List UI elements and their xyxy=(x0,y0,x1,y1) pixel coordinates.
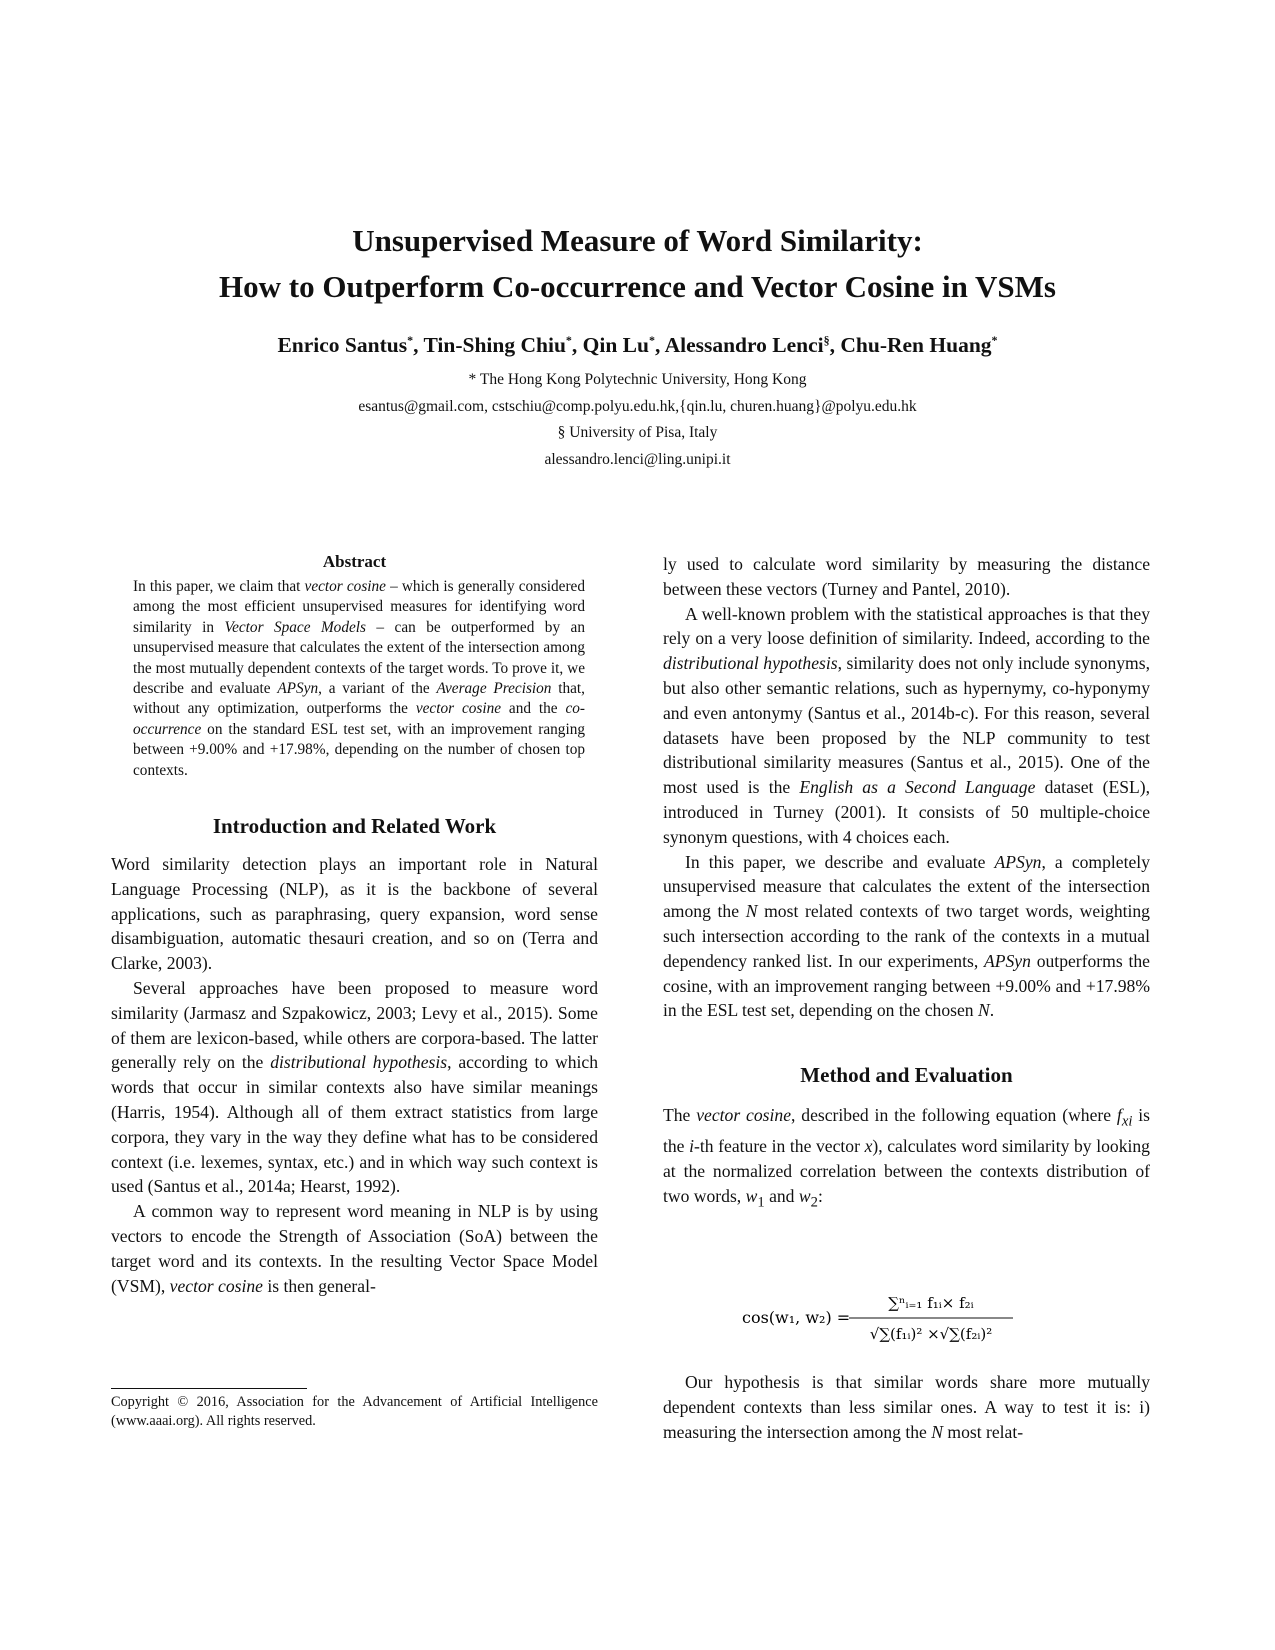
email-line: esantus@gmail.com, cstschiu@comp.polyu.edu.hk,{qin.lu, churen.huang}@polyu.edu.hk xyxy=(358,397,917,415)
affiliation-line: * The Hong Kong Polytechnic University, Hong Kong xyxy=(468,371,807,388)
author-sep: , xyxy=(654,333,665,358)
equation-numerator: ∑ⁿᵢ₌₁ f₁ᵢ× f₂ᵢ xyxy=(888,1294,974,1312)
copyright-footnote: Copyright © 2016, Association for the Advancement of Artificial Intelligence (www.aaai.org). All rights reserved. xyxy=(111,1394,598,1429)
author-name: Enrico Santus xyxy=(277,333,408,358)
abstract-heading: Abstract xyxy=(322,552,387,571)
author-mark: * xyxy=(648,333,655,347)
author-name: Tin-Shing Chiu xyxy=(423,333,566,358)
affiliation-line: § University of Pisa, Italy xyxy=(557,424,718,441)
author-mark: * xyxy=(407,333,414,347)
equation-denominator: √∑(f₁ᵢ)² ×√∑(f₂ᵢ)² xyxy=(869,1325,993,1343)
paragraph: Word similarity detection plays an important role in Natural Language Processing (NLP), as it is the backbone of several applications, such as paraphrasing, query expansion, word sense disambiguation, automatic thesauri creation, and so on (Terra and Clarke, 2003). xyxy=(111,854,598,974)
author-sep: , xyxy=(829,333,841,358)
abstract-text: In this paper, we claim that vector cosine – which is generally considered among the most efficient unsupervised measures for identifying word similarity in Vector Space Models – can be outperformed by an unsupervised measure that calculates the extent of the intersection among the most mutually dependent contexts of the target words. To prove it, we describe and evaluate APSyn, a variant of the Average Precision that, without any optimization, outperforms the vector cosine and the co-occurrence on the standard ESL test set, with an improvement ranging between +9.00% and +17.98%, depending on the number of chosen top contexts. xyxy=(133,578,585,779)
paragraph: A common way to represent word meaning in NLP is by using vectors to encode the Strength of Association (SoA) between the target word and its contexts. In the resulting Vector Space Model (VSM), vector cosine is then general- xyxy=(111,1201,598,1296)
equation-graphic xyxy=(663,1285,1150,1349)
paragraph: ly used to calculate word similarity by measuring the distance between these vectors (Turney and Pantel, 2010). xyxy=(663,554,1150,599)
author-name: Alessandro Lenci xyxy=(664,333,824,358)
footnote-rule xyxy=(111,1388,307,1389)
author-list xyxy=(0,333,1275,358)
hypothesis-paragraph xyxy=(663,1370,1150,1444)
title-line-2: How to Outperform Co-occurrence and Vector Cosine in VSMs xyxy=(219,269,1056,304)
author-name: Chu-Ren Huang xyxy=(840,333,992,358)
method-paragraph xyxy=(663,1103,1150,1215)
title-line-1: Unsupervised Measure of Word Similarity: xyxy=(352,223,923,258)
right-column-body xyxy=(663,552,1150,1023)
paper-title xyxy=(0,218,1275,310)
author-mark: § xyxy=(823,333,830,347)
paragraph: In this paper, we describe and evaluate APSyn, a completely unsupervised measure that calculates the extent of the intersection among the N most related contexts of two target words, weighting such intersection according to the rank of the contexts in a mutual dependency ranked list. In our experiments, APSyn outperforms the cosine, with an improvement ranging between +9.00% and +17.98% in the ESL test set, depending on the chosen N. xyxy=(663,851,1150,1021)
paragraph: Our hypothesis is that similar words share more mutually dependent contexts than less similar ones. A way to test it is: i) measuring the intersection among the N most relat- xyxy=(663,1372,1150,1442)
author-mark: * xyxy=(565,333,572,347)
author-sep: , xyxy=(571,333,583,358)
cosine-equation xyxy=(663,1285,1150,1349)
section-heading-method: Method and Evaluation xyxy=(800,1063,1013,1087)
author-name: Qin Lu xyxy=(582,333,649,358)
email-line: alessandro.lenci@ling.unipi.it xyxy=(544,450,731,468)
author-sep: , xyxy=(413,333,424,358)
affiliations xyxy=(0,367,1275,473)
equation-lhs: cos(w₁, w₂) = xyxy=(742,1308,851,1327)
paragraph: A well-known problem with the statistical approaches is that they rely on a very loose definition of similarity. Indeed, according to the distributional hypothesis, similarity does not only include synonyms, but also other semantic relations, such as hypernymy, co-hyponymy and even antonymy (Santus et al., 2014b-c). For this reason, several datasets have been proposed by the NLP community to test distributional similarity measures (Santus et al., 2015). One of the most used is the English as a Second Language dataset (ESL), introduced in Turney (2001). It consists of 50 multiple-choice synonym questions, with 4 choices each. xyxy=(663,603,1150,847)
left-column-body xyxy=(111,852,598,1298)
paragraph: Several approaches have been proposed to measure word similarity (Jarmasz and Szpakowicz, 2003; Levy et al., 2015). Some of them are lexicon-based, while others are corpora-based. The latter generally rely on the distributional hypothesis, according to which words that occur in similar contexts also have similar meanings (Harris, 1954). Although all of them extract statistics from large corpora, they vary in the way they define what has to be considered context (i.e. lexemes, syntax, etc.) and in which way such context is used (Santus et al., 2014a; Hearst, 1992). xyxy=(111,977,598,1197)
paragraph: The vector cosine, described in the following equation (where $f_{xi}$ is the i-th feature in the vector x), calculates word similarity by looking at the normalized correlation between the contexts distribution of two words, $w_1$ and $w_2$: xyxy=(663,1105,1150,1211)
section-heading-introduction: Introduction and Related Work xyxy=(212,814,497,838)
author-mark: * xyxy=(991,333,998,347)
